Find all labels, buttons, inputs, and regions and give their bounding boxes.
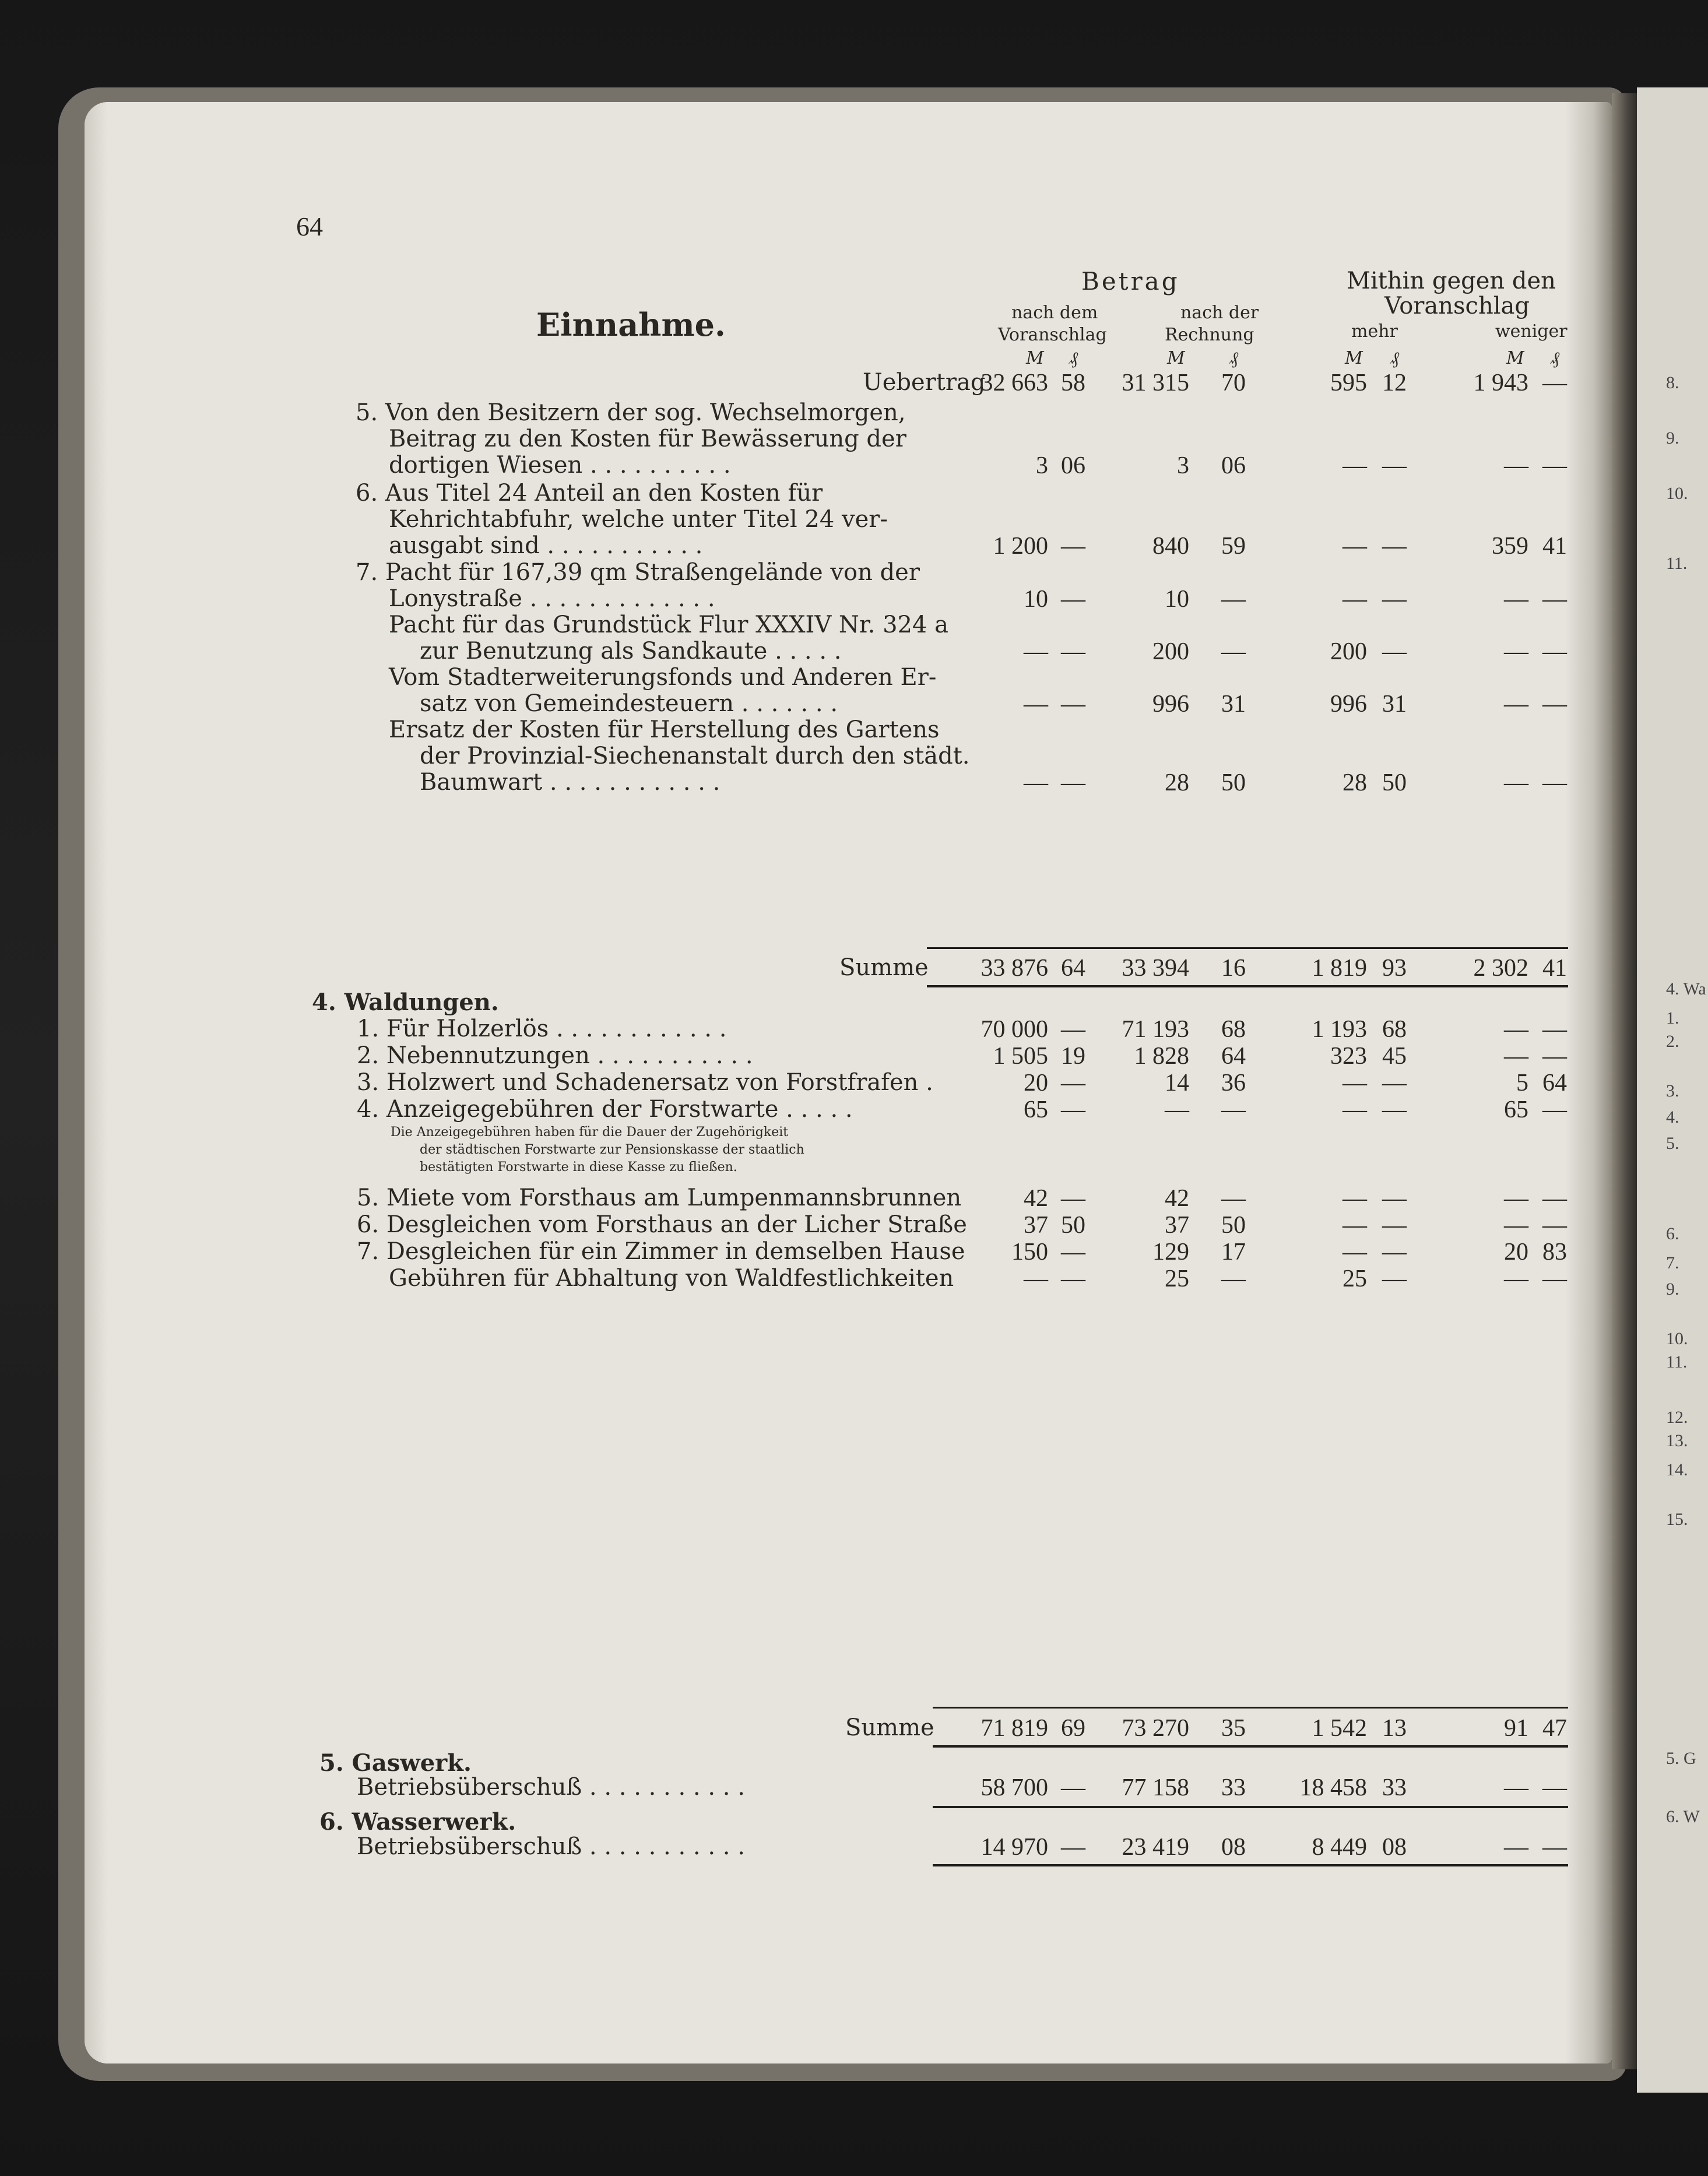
s4-note-line-2: der städtischen Forstwarte zur Pensionskasse der staatlich: [420, 1143, 804, 1157]
summe2-bottom-rule: [933, 1745, 1568, 1748]
s4-row2-2-pfennig-1: 50: [1061, 1212, 1085, 1239]
s4-row-2-pfennig-4: —: [1542, 1043, 1567, 1070]
s4-row2-1-mark-2: 42: [1165, 1185, 1189, 1212]
s4-note-line-3: bestätigten Forstwarte in diese Kasse zu fließen.: [420, 1160, 737, 1175]
s4-row-4-pfennig-3: —: [1382, 1096, 1407, 1123]
s4-row-2-pfennig-3: 45: [1382, 1043, 1407, 1070]
section6-mark-4: —: [1504, 1834, 1528, 1861]
item-2-mark-3: —: [1342, 533, 1367, 560]
section6-pfennig-3: 08: [1382, 1834, 1407, 1861]
item-3-line-2: Lonystraße . . . . . . . . . . . . .: [389, 585, 715, 612]
item-1-mark-2: 3: [1177, 452, 1189, 479]
page-shadow-left: [85, 102, 108, 2063]
item-4-pfennig-2: —: [1221, 638, 1246, 665]
s4-row-3-pfennig-3: —: [1382, 1070, 1407, 1096]
item-6-mark-4: —: [1504, 769, 1528, 796]
item-6-line-3: Baumwart . . . . . . . . . . . .: [420, 769, 721, 796]
s4-row2-2-mark-4: —: [1504, 1212, 1528, 1239]
facing-page-marker-16: 12.: [1666, 1408, 1688, 1427]
item-2-mark-4: 359: [1492, 533, 1528, 560]
item-5-pfennig-2: 31: [1221, 691, 1246, 718]
s4-row-3-mark-1: 20: [1024, 1070, 1048, 1096]
item-3-mark-2: 10: [1165, 586, 1189, 613]
s4-row2-1-label: 5. Miete vom Forsthaus am Lumpenmannsbrunnen: [357, 1184, 962, 1211]
s4-row-1-pfennig-2: 68: [1221, 1016, 1246, 1043]
s4-row-4-pfennig-2: —: [1221, 1096, 1246, 1123]
summe2-pfennig-2: 35: [1221, 1715, 1246, 1742]
s4-row2-2-pfennig-4: —: [1542, 1212, 1567, 1239]
summe1-pfennig-4: 41: [1542, 955, 1567, 982]
s4-row2-1-mark-1: 42: [1024, 1185, 1048, 1212]
facing-page-marker-21: 6. W: [1666, 1807, 1700, 1826]
uebertrag-mark-1: 32 663: [980, 370, 1048, 396]
item-6-pfennig-3: 50: [1382, 769, 1407, 796]
item-3-mark-1: 10: [1024, 586, 1048, 613]
s4-row-1-pfennig-3: 68: [1382, 1016, 1407, 1043]
item-1-line-2: Beitrag zu den Kosten für Bewässerung der: [389, 426, 906, 452]
s4-row-1-mark-4: —: [1504, 1016, 1528, 1043]
s4-row2-2-mark-3: —: [1342, 1212, 1367, 1239]
section5-label: Betriebsüberschuß . . . . . . . . . . .: [357, 1774, 745, 1801]
book-spine: [1612, 93, 1638, 2069]
summe1-pfennig-1: 64: [1061, 955, 1085, 982]
s4-row-2-pfennig-1: 19: [1061, 1043, 1085, 1070]
facing-page-marker-14: 10.: [1666, 1329, 1688, 1348]
unit-mark-2: M: [1167, 348, 1185, 368]
item-6-line-2: der Provinzial-Siechenanstalt durch den städt.: [420, 743, 970, 769]
summe1-top-rule: [927, 947, 1568, 949]
item-3-mark-4: —: [1504, 586, 1528, 613]
item-5-mark-1: —: [1024, 691, 1048, 718]
facing-page-marker-19: 15.: [1666, 1510, 1688, 1529]
s4-row-1-pfennig-4: —: [1542, 1016, 1567, 1043]
summe2-mark-1: 71 819: [980, 1715, 1048, 1742]
section6-mark-2: 23 419: [1122, 1834, 1189, 1861]
page-number: 64: [296, 212, 323, 241]
item-2-mark-2: 840: [1152, 533, 1189, 560]
s4-row2-2-mark-2: 37: [1165, 1212, 1189, 1239]
facing-page-marker-2: 9.: [1666, 428, 1679, 448]
section5-heading: 5. Gaswerk.: [319, 1749, 472, 1777]
s4-row2-3-pfennig-4: 83: [1542, 1239, 1567, 1265]
facing-page-marker-17: 13.: [1666, 1431, 1688, 1450]
item-5-mark-3: 996: [1330, 691, 1367, 718]
section6-pfennig-2: 08: [1221, 1834, 1246, 1861]
section6-heading: 6. Wasserwerk.: [319, 1808, 516, 1836]
s4-row-4-label: 4. Anzeigegebühren der Forstwarte . . . . .: [357, 1096, 853, 1123]
s4-row2-2-label: 6. Desgleichen vom Forsthaus an der Licher Straße: [357, 1211, 967, 1238]
uebertrag-pfennig-1: 58: [1061, 370, 1085, 396]
item-3-pfennig-3: —: [1382, 586, 1407, 613]
section6-rule: [933, 1864, 1568, 1866]
section5-pfennig-3: 33: [1382, 1774, 1407, 1801]
section5-pfennig-2: 33: [1221, 1774, 1246, 1801]
s4-row2-3-pfennig-2: 17: [1221, 1239, 1246, 1265]
section4-heading: 4. Waldungen.: [312, 989, 499, 1016]
facing-page-marker-6: 1.: [1666, 1008, 1679, 1028]
summe1-mark-4: 2 302: [1473, 955, 1528, 982]
facing-page-marker-9: 4.: [1666, 1108, 1679, 1127]
item-1-line-1: 5. Von den Besitzern der sog. Wechselmorgen,: [356, 399, 906, 426]
s4-row-4-pfennig-1: —: [1061, 1096, 1085, 1123]
item-3-line-1: 7. Pacht für 167,39 qm Straßengelände von der: [356, 559, 920, 586]
facing-page-marker-13: 9.: [1666, 1279, 1679, 1299]
summe1-pfennig-3: 93: [1382, 955, 1407, 982]
section6-label: Betriebsüberschuß . . . . . . . . . . .: [357, 1833, 745, 1860]
summe2-mark-3: 1 542: [1312, 1715, 1367, 1742]
summe2-pfennig-3: 13: [1382, 1715, 1407, 1742]
item-2-line-1: 6. Aus Titel 24 Anteil an den Kosten für: [356, 480, 823, 507]
item-6-mark-2: 28: [1165, 769, 1189, 796]
s4-row2-1-pfennig-1: —: [1061, 1185, 1085, 1212]
header-weniger: weniger: [1495, 321, 1568, 342]
s4-row-3-pfennig-1: —: [1061, 1070, 1085, 1096]
s4-row2-3-mark-1: 150: [1011, 1239, 1048, 1265]
item-4-pfennig-1: —: [1061, 638, 1085, 665]
item-5-line-2: satz von Gemeindesteuern . . . . . . .: [420, 690, 838, 717]
s4-row-3-mark-2: 14: [1165, 1070, 1189, 1096]
s4-row2-4-mark-3: 25: [1342, 1265, 1367, 1292]
header-voranschlag: Voranschlag: [998, 325, 1107, 345]
item-5-mark-4: —: [1504, 691, 1528, 718]
facing-page-marker-20: 5. G: [1666, 1749, 1696, 1768]
item-6-mark-3: 28: [1342, 769, 1367, 796]
item-4-mark-3: 200: [1330, 638, 1367, 665]
s4-row-1-mark-2: 71 193: [1122, 1016, 1189, 1043]
section5-mark-1: 58 700: [980, 1774, 1048, 1801]
item-2-mark-1: 1 200: [993, 533, 1048, 560]
facing-page-marker-11: 6.: [1666, 1224, 1679, 1243]
item-2-pfennig-4: 41: [1542, 533, 1567, 560]
item-3-pfennig-4: —: [1542, 586, 1567, 613]
summe1-mark-2: 33 394: [1122, 955, 1189, 982]
section5-mark-4: —: [1504, 1774, 1528, 1801]
s4-row2-4-pfennig-4: —: [1542, 1265, 1567, 1292]
item-3-mark-3: —: [1342, 586, 1367, 613]
uebertrag-mark-4: 1 943: [1473, 370, 1528, 396]
item-6-line-1: Ersatz der Kosten für Herstellung des Gartens: [389, 716, 940, 743]
facing-page-marker-3: 10.: [1666, 484, 1688, 503]
s4-row-1-label: 1. Für Holzerlös . . . . . . . . . . . .: [357, 1015, 727, 1042]
s4-row2-3-pfennig-3: —: [1382, 1239, 1407, 1265]
section6-mark-1: 14 970: [980, 1834, 1048, 1861]
section6-pfennig-4: —: [1542, 1834, 1567, 1861]
uebertrag-pfennig-2: 70: [1221, 370, 1246, 396]
uebertrag-mark-3: 595: [1330, 370, 1367, 396]
uebertrag-label: Uebertrag: [863, 369, 986, 396]
s4-row-3-label: 3. Holzwert und Schadenersatz von Forstfrafen .: [357, 1069, 933, 1096]
item-4-line-2: zur Benutzung als Sandkaute . . . . .: [420, 638, 842, 665]
s4-row2-1-pfennig-4: —: [1542, 1185, 1567, 1212]
item-2-line-3: ausgabt sind . . . . . . . . . . .: [389, 532, 703, 559]
section5-pfennig-4: —: [1542, 1774, 1567, 1801]
s4-row-1-mark-3: 1 193: [1312, 1016, 1367, 1043]
item-5-pfennig-1: —: [1061, 691, 1085, 718]
s4-row-3-mark-4: 5: [1516, 1070, 1528, 1096]
unit-mark-4: M: [1506, 348, 1524, 368]
item-2-pfennig-3: —: [1382, 533, 1407, 560]
item-2-line-2: Kehrichtabfuhr, welche unter Titel 24 ver-: [389, 506, 888, 533]
item-1-pfennig-1: 06: [1061, 452, 1085, 479]
s4-row2-1-pfennig-2: —: [1221, 1185, 1246, 1212]
s4-row2-1-pfennig-3: —: [1382, 1185, 1407, 1212]
facing-page-marker-1: 8.: [1666, 373, 1679, 392]
summe2-top-rule: [933, 1707, 1568, 1709]
section6-pfennig-1: —: [1061, 1834, 1085, 1861]
item-6-mark-1: —: [1024, 769, 1048, 796]
unit-mark-1: M: [1026, 348, 1044, 368]
item-1-mark-4: —: [1504, 452, 1528, 479]
s4-row-2-mark-3: 323: [1330, 1043, 1367, 1070]
s4-row2-3-label: 7. Desgleichen für ein Zimmer in demselben Hause: [357, 1238, 965, 1265]
header-nach-der: nach der: [1180, 303, 1259, 323]
s4-row-4-mark-1: 65: [1024, 1096, 1048, 1123]
section5-pfennig-1: —: [1061, 1774, 1085, 1801]
item-6-pfennig-1: —: [1061, 769, 1085, 796]
item-5-line-1: Vom Stadterweiterungsfonds und Anderen Er-: [389, 664, 937, 691]
summe2-mark-2: 73 270: [1122, 1715, 1189, 1742]
item-4-mark-4: —: [1504, 638, 1528, 665]
section6-mark-3: 8 449: [1312, 1834, 1367, 1861]
s4-row2-3-pfennig-1: —: [1061, 1239, 1085, 1265]
s4-row-1-mark-1: 70 000: [980, 1016, 1048, 1043]
item-6-pfennig-2: 50: [1221, 769, 1246, 796]
s4-row-2-mark-1: 1 505: [993, 1043, 1048, 1070]
s4-row-3-pfennig-2: 36: [1221, 1070, 1246, 1096]
s4-row2-4-pfennig-1: —: [1061, 1265, 1085, 1292]
summe2-pfennig-4: 47: [1542, 1715, 1567, 1742]
section5-rule: [933, 1806, 1568, 1808]
unit-mark-3: M: [1345, 348, 1363, 368]
uebertrag-pfennig-4: —: [1542, 370, 1567, 396]
summe2-mark-4: 91: [1504, 1715, 1528, 1742]
item-3-pfennig-2: —: [1221, 586, 1246, 613]
item-4-mark-1: —: [1024, 638, 1048, 665]
s4-row-2-label: 2. Nebennutzungen . . . . . . . . . . .: [357, 1042, 753, 1069]
s4-row2-4-mark-1: —: [1024, 1265, 1048, 1292]
item-1-pfennig-2: 06: [1221, 452, 1246, 479]
s4-note-line-1: Die Anzeigegebühren haben für die Dauer der Zugehörigkeit: [391, 1125, 789, 1140]
summe1-mark-3: 1 819: [1312, 955, 1367, 982]
header-rechnung: Rechnung: [1165, 325, 1254, 345]
item-1-line-3: dortigen Wiesen . . . . . . . . . .: [389, 452, 731, 479]
facing-page-marker-7: 2.: [1666, 1032, 1679, 1051]
s4-row2-1-mark-4: —: [1504, 1185, 1528, 1212]
s4-row2-4-pfennig-3: —: [1382, 1265, 1407, 1292]
summe1-label: Summe: [839, 954, 929, 981]
summe1-pfennig-2: 16: [1221, 955, 1246, 982]
unit-pf-2: ₰: [1229, 348, 1238, 368]
facing-page-marker-5: 4. Wa: [1666, 979, 1706, 999]
s4-row2-3-mark-4: 20: [1504, 1239, 1528, 1265]
s4-row-3-pfennig-4: 64: [1542, 1070, 1567, 1096]
facing-page-marker-4: 11.: [1666, 554, 1688, 573]
s4-row-3-mark-3: —: [1342, 1070, 1367, 1096]
item-6-pfennig-4: —: [1542, 769, 1567, 796]
s4-row2-3-mark-3: —: [1342, 1239, 1367, 1265]
unit-pf-3: ₰: [1390, 348, 1399, 368]
item-4-mark-2: 200: [1152, 638, 1189, 665]
item-1-pfennig-3: —: [1382, 452, 1407, 479]
unit-pf-1: ₰: [1069, 348, 1078, 368]
s4-row-4-mark-2: —: [1165, 1096, 1189, 1123]
s4-row2-4-label: Gebühren für Abhaltung von Waldfestlichkeiten: [389, 1265, 954, 1292]
s4-row-4-pfennig-4: —: [1542, 1096, 1567, 1123]
s4-row-2-pfennig-2: 64: [1221, 1043, 1246, 1070]
s4-row2-4-mark-4: —: [1504, 1265, 1528, 1292]
page-title: Einnahme.: [536, 306, 726, 343]
s4-row-4-mark-3: —: [1342, 1096, 1367, 1123]
facing-page-marker-8: 3.: [1666, 1081, 1679, 1101]
item-5-pfennig-3: 31: [1382, 691, 1407, 718]
section5-mark-3: 18 458: [1299, 1774, 1367, 1801]
s4-row2-2-pfennig-3: —: [1382, 1212, 1407, 1239]
uebertrag-mark-2: 31 315: [1122, 370, 1189, 396]
item-5-mark-2: 996: [1152, 691, 1189, 718]
summe2-pfennig-1: 69: [1061, 1715, 1085, 1742]
facing-page-marker-15: 11.: [1666, 1352, 1688, 1372]
s4-row2-3-mark-2: 129: [1152, 1239, 1189, 1265]
s4-row2-4-mark-2: 25: [1165, 1265, 1189, 1292]
item-5-pfennig-4: —: [1542, 691, 1567, 718]
summe2-label: Summe: [845, 1714, 934, 1741]
item-1-pfennig-4: —: [1542, 452, 1567, 479]
unit-pf-4: ₰: [1551, 348, 1559, 368]
facing-page-marker-18: 14.: [1666, 1460, 1688, 1479]
s4-row2-4-pfennig-2: —: [1221, 1265, 1246, 1292]
header-voranschlag-2: Voranschlag: [1384, 293, 1530, 319]
item-1-mark-3: —: [1342, 452, 1367, 479]
s4-row-2-mark-4: —: [1504, 1043, 1528, 1070]
facing-page-marker-12: 7.: [1666, 1253, 1679, 1272]
item-4-pfennig-4: —: [1542, 638, 1567, 665]
facing-page-marker-10: 5.: [1666, 1134, 1679, 1153]
summe1-mark-1: 33 876: [980, 955, 1048, 982]
header-mithin: Mithin gegen den: [1347, 268, 1556, 294]
header-mehr: mehr: [1351, 321, 1398, 342]
item-2-pfennig-2: 59: [1221, 533, 1246, 560]
header-nach-dem: nach dem: [1011, 303, 1098, 323]
s4-row-4-mark-4: 65: [1504, 1096, 1528, 1123]
item-4-pfennig-3: —: [1382, 638, 1407, 665]
section5-mark-2: 77 158: [1122, 1774, 1189, 1801]
s4-row2-1-mark-3: —: [1342, 1185, 1367, 1212]
s4-row-1-pfennig-1: —: [1061, 1016, 1085, 1043]
s4-row2-2-mark-1: 37: [1024, 1212, 1048, 1239]
item-2-pfennig-1: —: [1061, 533, 1085, 560]
summe1-bottom-rule: [927, 985, 1568, 987]
s4-row-2-mark-2: 1 828: [1134, 1043, 1189, 1070]
s4-row2-2-pfennig-2: 50: [1221, 1212, 1246, 1239]
page-shadow-right: [1565, 102, 1612, 2063]
header-betrag: Betrag: [1081, 267, 1180, 296]
item-1-mark-1: 3: [1036, 452, 1048, 479]
item-4-line-1: Pacht für das Grundstück Flur XXXIV Nr. 324 a: [389, 611, 948, 638]
item-3-pfennig-1: —: [1061, 586, 1085, 613]
uebertrag-pfennig-3: 12: [1382, 370, 1407, 396]
